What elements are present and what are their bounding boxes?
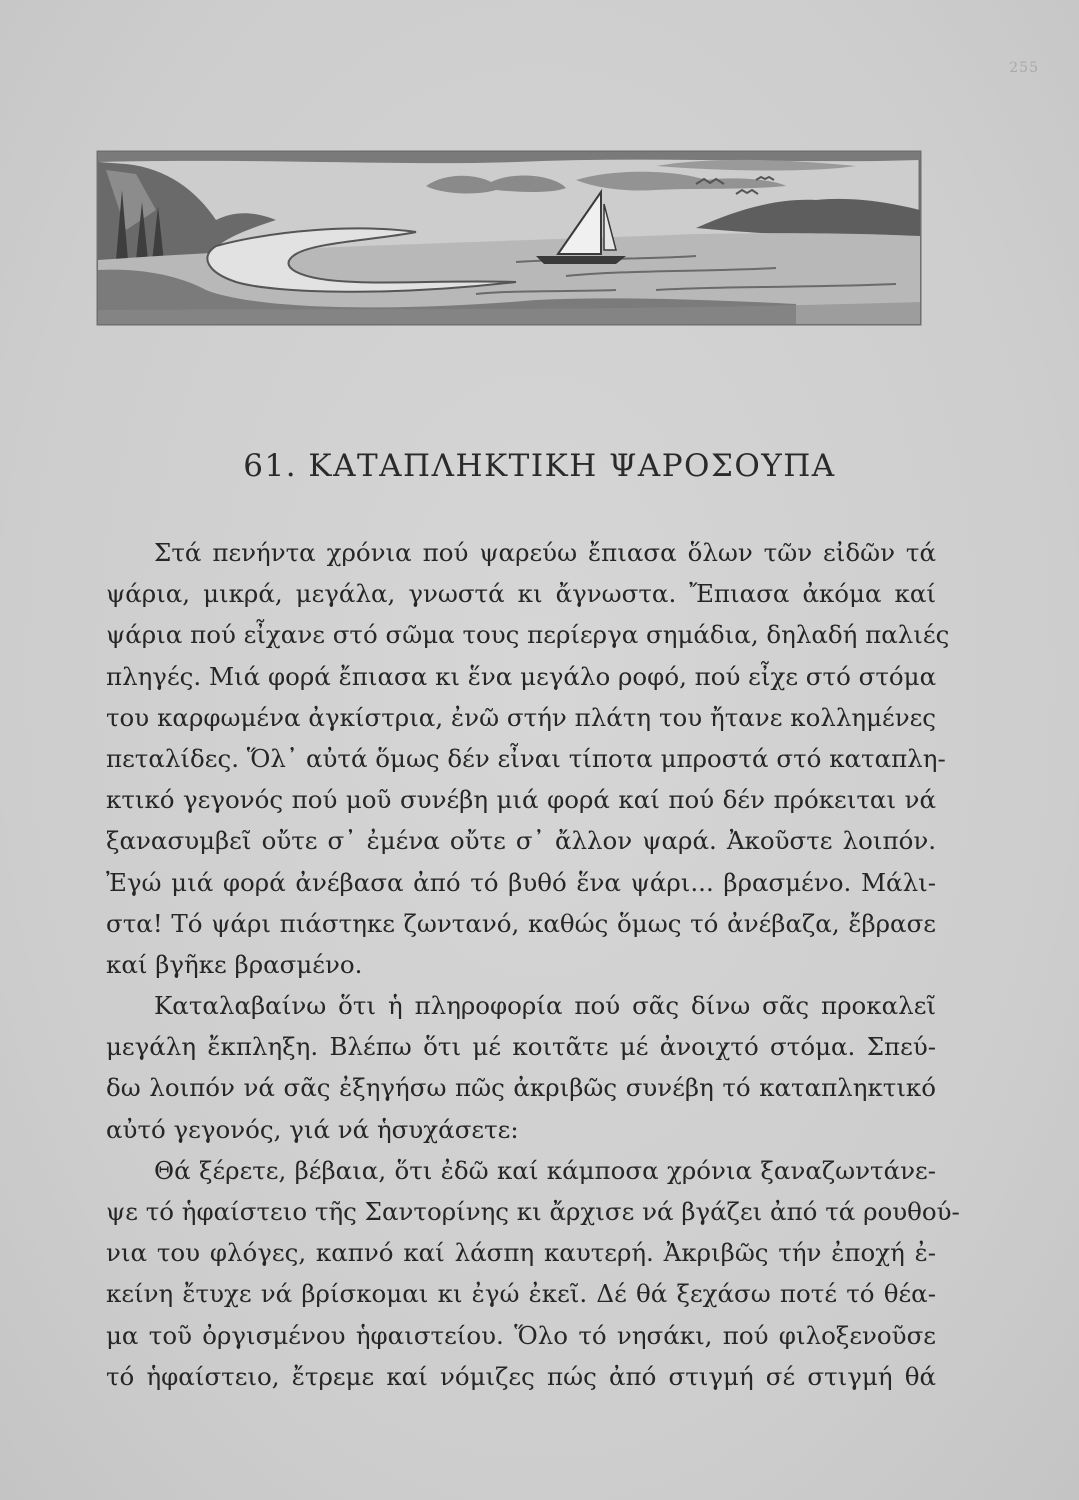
- text-line: μεγάλη ἔκπληξη. Βλέπω ὅτι μέ κοιτᾶτε μέ ἀνοιχτό στόμα. Σπεύ-: [106, 1032, 936, 1062]
- text-line: ψε τό ἡφαίστειο τῆς Σαντορίνης κι ἄρχισε νά βγάζει ἀπό τά ρουθού-: [106, 1197, 960, 1226]
- text-line: πεταλίδες. Ὅλ᾿ αὐτά ὅμως δέν εἶναι τίποτα μπροστά στό καταπλη-: [106, 743, 946, 773]
- text-line: τό ἡφαίστειο, ἔτρεμε καί νόμιζες πώς ἀπό στιγμή σέ στιγμή θά: [106, 1361, 936, 1391]
- text-line: καί βγῆκε βρασμένο.: [106, 949, 363, 979]
- text-line: κείνη ἔτυχε νά βρίσκομαι κι ἐγώ ἐκεῖ. Δέ θά ξεχάσω ποτέ τό θέα-: [106, 1279, 936, 1309]
- text-line: του καρφωμένα ἀγκίστρια, ἐνῶ στήν πλάτη του ἤτανε κολλημένες: [106, 702, 936, 732]
- text-line: κτικό γεγονός πού μοῦ συνέβη μιά φορά καί πού δέν πρόκειται νά: [106, 785, 936, 815]
- text-line: ξανασυμβεῖ οὔτε σ᾿ ἐμένα οὔτε σ᾿ ἄλλον ψαρά. Ἀκοῦστε λοιπόν.: [106, 826, 936, 856]
- text-line: μα τοῦ ὀργισμένου ἡφαιστείου. Ὅλο τό νησάκι, πού φιλοξενοῦσε: [106, 1320, 936, 1350]
- text-line: στα! Τό ψάρι πιάστηκε ζωντανό, καθώς ὅμως τό ἀνέβαζα, ἔβρασε: [106, 908, 936, 938]
- text-line: ψάρια, μικρά, μεγάλα, γνωστά κι ἄγνωστα. Ἔπιασα ἀκόμα καί: [106, 579, 936, 609]
- text-line: νια του φλόγες, καπνό καί λάσπη καυτερή. Ἀκριβῶς τήν ἐποχή ἐ-: [106, 1238, 936, 1268]
- text-line: αὐτό γεγονός, γιά νά ἡσυχάσετε:: [106, 1114, 519, 1144]
- text-line: δω λοιπόν νά σᾶς ἐξηγήσω πῶς ἀκριβῶς συνέβη τό καταπληκτικό: [106, 1073, 936, 1103]
- text-line: πληγές. Μιά φορά ἔπιασα κι ἕνα μεγάλο ροφό, πού εἶχε στό στόμα: [106, 661, 937, 691]
- text-line: Θά ξέρετε, βέβαια, ὅτι ἐδῶ καί κάμποσα χρόνια ξαναζωντάνε-: [154, 1155, 936, 1185]
- text-line: ψάρια πού εἶχανε στό σῶμα τους περίεργα σημάδια, δηλαδή παλιές: [106, 620, 950, 650]
- chapter-title: 61. ΚΑΤΑΠΛΗΚΤΙΚΗ ΨΑΡΟΣΟΥΠΑ: [243, 448, 836, 484]
- text-line: Καταλαβαίνω ὅτι ἡ πληροφορία πού σᾶς δίνω σᾶς προκαλεῖ: [154, 991, 936, 1021]
- page-number: 255: [1009, 60, 1039, 76]
- seascape-sailboat-woodcut-icon: [96, 150, 922, 326]
- text-line: Στά πενήντα χρόνια πού ψαρεύω ἔπιασα ὅλων τῶν εἰδῶν τά: [154, 538, 936, 567]
- body-text: [106, 532, 960, 1397]
- text-line: Ἐγώ μιά φορά ἀνέβασα ἀπό τό βυθό ἕνα ψάρι... βρασμένο. Μάλι-: [106, 867, 936, 897]
